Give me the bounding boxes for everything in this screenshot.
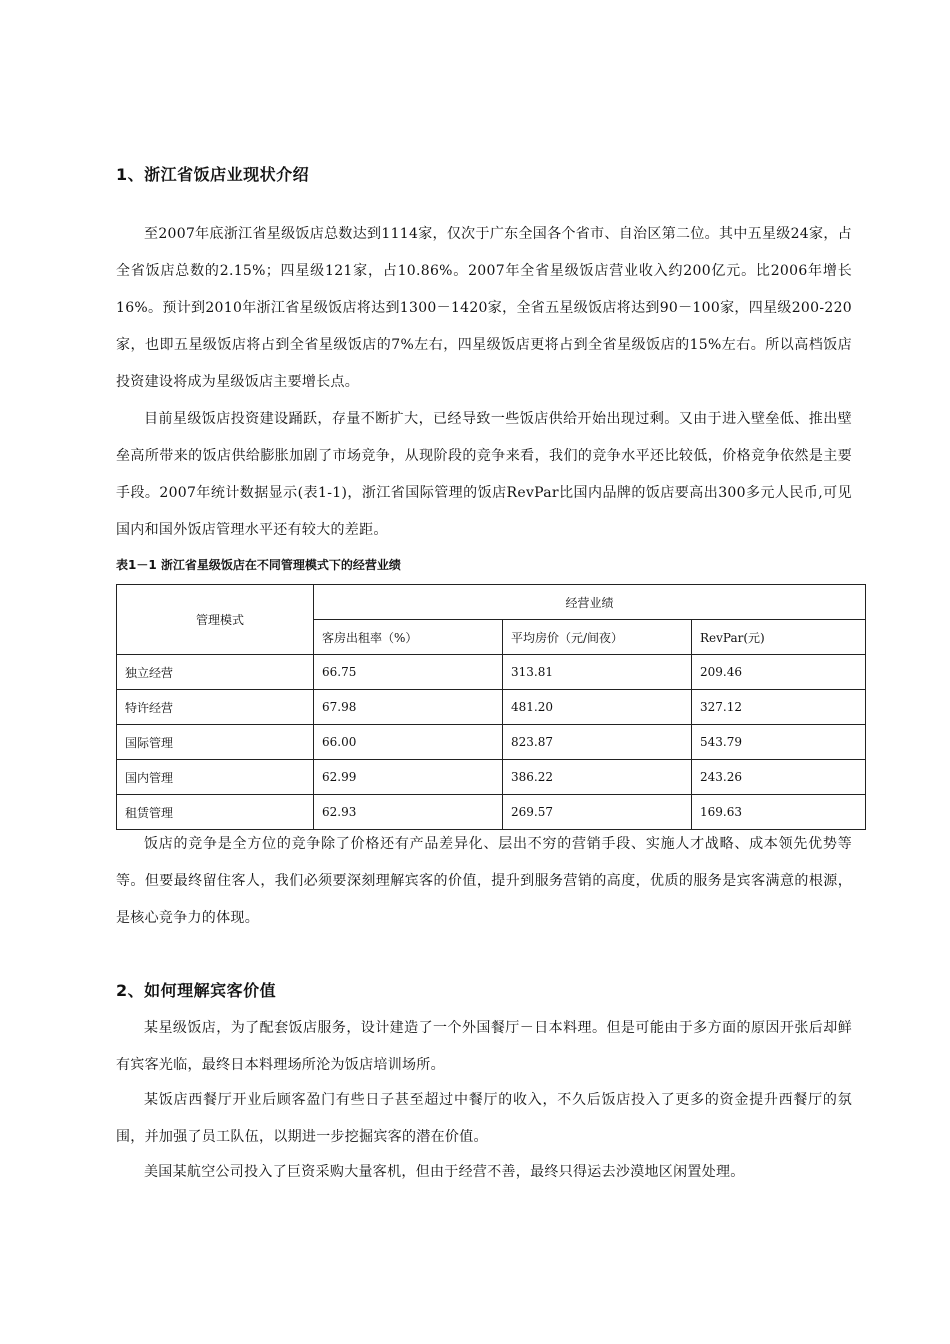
performance-table — [116, 584, 866, 830]
section-1-heading: 1、浙江省饭店业现状介绍 — [116, 165, 310, 184]
table-row — [117, 655, 866, 690]
row-revpar: 169.63 — [692, 795, 866, 830]
row-occupancy: 62.99 — [314, 760, 503, 795]
section-2-paragraph-1: 某星级饭店，为了配套饭店服务，设计建造了一个外国餐厅－日本料理。但是可能由于多方面的原因开张后却鲜有宾客光临，最终日本料理场所沦为饭店培训场所。 — [116, 1020, 852, 1073]
header-performance-group: 经营业绩 — [314, 585, 866, 620]
header-average-rate: 平均房价（元/间夜） — [503, 620, 692, 655]
section-2-heading: 2、如何理解宾客价值 — [116, 981, 277, 1000]
row-mode: 独立经营 — [117, 655, 314, 690]
row-revpar: 543.79 — [692, 725, 866, 760]
row-average-rate: 823.87 — [503, 725, 692, 760]
after-table-paragraph: 饭店的竞争是全方位的竞争除了价格还有产品差异化、层出不穷的营销手段、实施人才战略、成本领先优势等等。但要最终留住客人，我们必须要深刻理解宾客的价值，提升到服务营销的高度，优质的服务是宾客满意的根源，是核心竞争力的体现。 — [116, 836, 852, 926]
section-2-paragraph-2: 某饭店西餐厅开业后顾客盈门有些日子甚至超过中餐厅的收入，不久后饭店投入了更多的资金提升西餐厅的氛围，并加强了员工队伍，以期进一步挖掘宾客的潜在价值。 — [116, 1092, 852, 1145]
section-2-paragraph-3: 美国某航空公司投入了巨资采购大量客机，但由于经营不善，最终只得运去沙漠地区闲置处理。 — [144, 1164, 745, 1180]
table-row — [117, 760, 866, 795]
row-mode: 租赁管理 — [117, 795, 314, 830]
row-occupancy: 66.00 — [314, 725, 503, 760]
table-row — [117, 725, 866, 760]
header-revpar: RevPar(元) — [692, 620, 866, 655]
row-mode: 国际管理 — [117, 725, 314, 760]
row-revpar: 243.26 — [692, 760, 866, 795]
row-average-rate: 313.81 — [503, 655, 692, 690]
row-occupancy: 67.98 — [314, 690, 503, 725]
row-average-rate: 269.57 — [503, 795, 692, 830]
row-revpar: 209.46 — [692, 655, 866, 690]
section-1-paragraph-1: 至2007年底浙江省星级饭店总数达到1114家，仅次于广东全国各个省市、自治区第二位。其中五星级24家，占全省饭店总数的2.15%；四星级121家，占10.86%。2007年全省星级饭店营业收入约200亿元。比2006年增长16%。预计到2010年浙江省星级饭店将达到1300－1420家，全省五星级饭店将达到90－100家，四星级200-220家，也即五星级饭店将占到全省星级饭店的7%左右，四星级饭店更将占到全省星级饭店的15%左右。所以高档饭店投资建设将成为星级饭店主要增长点。 — [116, 226, 852, 390]
row-average-rate: 386.22 — [503, 760, 692, 795]
row-mode: 特许经营 — [117, 690, 314, 725]
row-revpar: 327.12 — [692, 690, 866, 725]
header-occupancy-rate: 客房出租率（%） — [314, 620, 503, 655]
table-caption: 表1－1 浙江省星级饭店在不同管理模式下的经营业绩 — [116, 558, 401, 572]
row-mode: 国内管理 — [117, 760, 314, 795]
table-row — [117, 795, 866, 830]
row-average-rate: 481.20 — [503, 690, 692, 725]
table-header-row — [117, 585, 866, 620]
row-occupancy: 62.93 — [314, 795, 503, 830]
table-row — [117, 690, 866, 725]
section-1-paragraph-2: 目前星级饭店投资建设踊跃，存量不断扩大，已经导致一些饭店供给开始出现过剩。又由于进入壁垒低、推出壁垒高所带来的饭店供给膨胀加剧了市场竞争，从现阶段的竞争来看，我们的竞争水平还比较低，价格竞争依然是主要手段。2007年统计数据显示(表1-1)，浙江省国际管理的饭店RevPar比国内品牌的饭店要高出300多元人民币,可见国内和国外饭店管理水平还有较大的差距。 — [116, 411, 852, 538]
header-management-mode: 管理模式 — [117, 585, 314, 655]
row-occupancy: 66.75 — [314, 655, 503, 690]
